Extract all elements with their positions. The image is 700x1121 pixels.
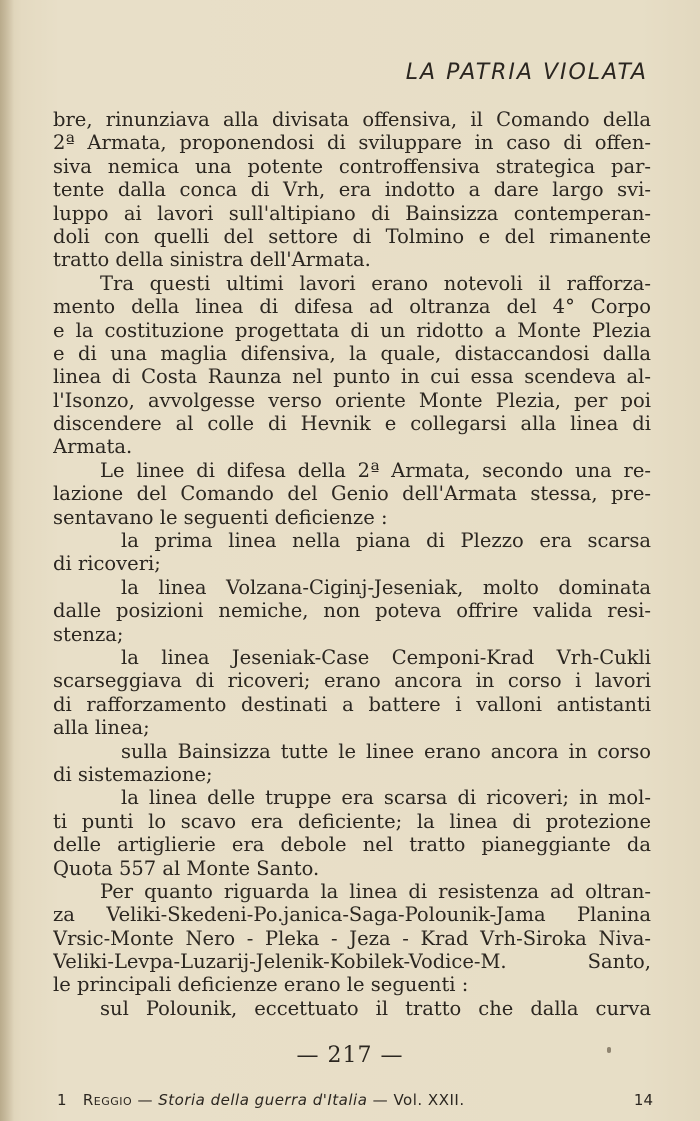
footer-volume: Vol. XXII. xyxy=(393,1091,465,1109)
text-line: Veliki-Levpa-Luzarij-Jelenik-Kobilek-Vodice-M. Santo, xyxy=(53,950,651,974)
text-line: Le linee di difesa della 2ª Armata, secondo una re- xyxy=(100,458,651,482)
text-line: la linea Volzana-Ciginj-Jeseniak, molto dominata xyxy=(121,575,651,599)
text-line: l'Isonzo, avvolgesse verso oriente Monte Plezia, per poi xyxy=(53,388,651,412)
footer-dash-2: — xyxy=(372,1091,389,1109)
text-line: scarseggiava di ricoveri; erano ancora in corso i lavori xyxy=(53,669,651,693)
text-line: 2ª Armata, proponendosi di sviluppare in caso di offen- xyxy=(53,131,651,155)
text-line: luppo ai lavori sull'altipiano di Bainsizza contemperan- xyxy=(53,201,651,225)
page-footer xyxy=(57,1091,653,1109)
text-line: Vrsic-Monte Nero - Pleka - Jeza - Krad Vrh-Siroka Niva- xyxy=(53,926,651,950)
running-head: LA PATRIA VIOLATA xyxy=(405,60,648,85)
text-line: di sistemazione; xyxy=(53,762,213,786)
text-line: le principali deficienze erano le seguenti : xyxy=(53,973,469,997)
text-line: e di una maglia difensiva, la quale, distaccandosi dalla xyxy=(53,341,651,365)
spine-shadow xyxy=(0,0,14,1121)
text-line: sul Polounik, eccettuato il tratto che dalla curva xyxy=(100,996,651,1020)
text-line: sulla Bainsizza tutte le linee erano ancora in corso xyxy=(121,739,651,763)
footer-book-title: Storia della guerra d'Italia xyxy=(158,1091,368,1109)
text-line: tratto della sinistra dell'Armata. xyxy=(53,248,371,272)
text-line: la prima linea nella piana di Plezzo era scarsa xyxy=(121,529,651,553)
text-line: bre, rinunziava alla divisata offensiva, il Comando della xyxy=(53,108,651,131)
text-line: linea di Costa Raunza nel punto in cui essa scendeva al- xyxy=(53,365,651,389)
text-line: sentavano le seguenti deficienze : xyxy=(53,505,388,529)
text-line: mento della linea di difesa ad oltranza del 4° Corpo xyxy=(53,295,651,319)
text-line: tente dalla conca di Vrh, era indotto a dare largo svi- xyxy=(53,178,651,202)
text-line: za Veliki-Skedeni-Po.janica-Saga-Polounik-Jama Planina xyxy=(53,903,651,927)
ink-speck xyxy=(607,1047,611,1053)
text-line: stenza; xyxy=(53,622,124,646)
text-line: Tra questi ultimi lavori erano notevoli il rafforza- xyxy=(100,271,651,295)
text-line: alla linea; xyxy=(53,716,150,740)
text-line: siva nemica una potente controffensiva strategica par- xyxy=(53,154,651,178)
text-line: discendere al colle di Hevnik e collegarsi alla linea di xyxy=(53,412,651,436)
text-line: ti punti lo scavo era deficiente; la linea di protezione xyxy=(53,809,651,833)
text-line: Per quanto riguarda la linea di resistenza ad oltran- xyxy=(100,879,651,903)
footer-signature-number: 14 xyxy=(633,1091,653,1109)
text-line: dalle posizioni nemiche, non poteva offrire valida resi- xyxy=(53,599,651,623)
text-line: delle artiglierie era debole nel tratto pianeggiante da xyxy=(53,833,651,857)
text-line: doli con quelli del settore di Tolmino e del rimanente xyxy=(53,224,651,248)
text-line: lazione del Comando del Genio dell'Armata stessa, pre- xyxy=(53,482,651,506)
text-line: di rafforzamento destinati a battere i valloni antistanti xyxy=(53,692,651,716)
body-text xyxy=(53,108,651,1020)
footer-citation xyxy=(57,1091,465,1109)
footer-signature-mark: 1 xyxy=(57,1091,68,1109)
text-line: e la costituzione progettata di un ridotto a Monte Plezia xyxy=(53,318,651,342)
footer-author: Reggio xyxy=(82,1091,133,1109)
text-line: la linea delle truppe era scarsa di ricoveri; in mol- xyxy=(121,786,651,810)
page-number: — 217 — xyxy=(296,1043,404,1068)
text-line: Quota 557 al Monte Santo. xyxy=(53,856,320,880)
text-line: Armata. xyxy=(53,435,133,459)
text-line: di ricoveri; xyxy=(53,552,161,576)
footer-dash-1: — xyxy=(137,1091,153,1109)
text-line: la linea Jeseniak-Case Cemponi-Krad Vrh-Cukli xyxy=(121,645,651,669)
